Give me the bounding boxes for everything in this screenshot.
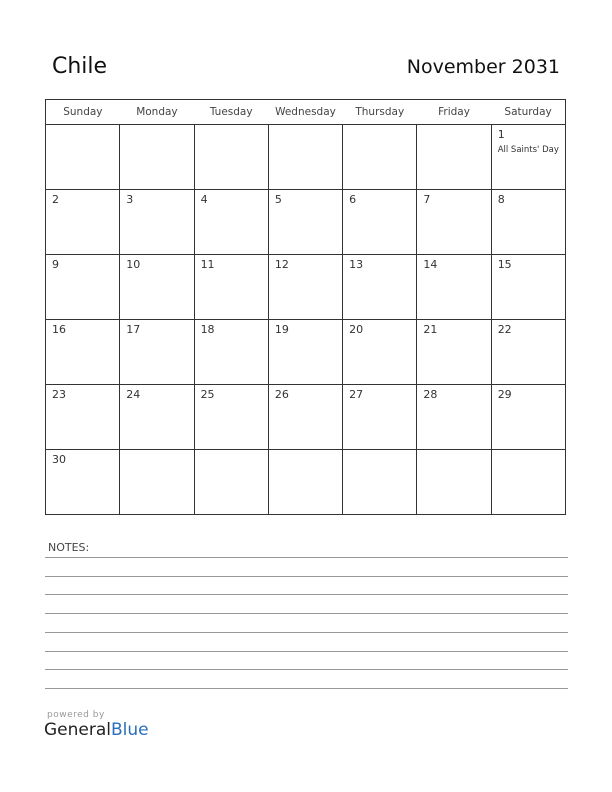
day-cell xyxy=(120,125,194,190)
day-number: 2 xyxy=(52,193,59,206)
day-number: 5 xyxy=(274,193,282,206)
day-number: 21 xyxy=(423,323,438,336)
day-number: 15 xyxy=(497,258,512,271)
day-cell xyxy=(343,320,417,385)
day-cell xyxy=(194,320,268,385)
day-number: 24 xyxy=(126,388,141,401)
weekday-header-row xyxy=(46,100,566,125)
note-line xyxy=(45,632,568,633)
day-cell xyxy=(194,255,268,320)
weekday-header: Monday xyxy=(120,100,194,125)
day-cell xyxy=(194,450,268,515)
note-line xyxy=(45,651,568,652)
day-number xyxy=(195,125,268,128)
day-cell xyxy=(46,320,120,385)
day-number xyxy=(492,450,565,453)
day-cell xyxy=(491,385,565,450)
brand-general: General xyxy=(44,720,111,740)
note-line xyxy=(45,613,568,614)
day-cell xyxy=(120,385,194,450)
weekday-header: Thursday xyxy=(343,100,417,125)
day-cell xyxy=(194,190,268,255)
day-cell xyxy=(491,125,565,190)
day-cell xyxy=(491,255,565,320)
country-title: Chile xyxy=(52,54,108,79)
day-number xyxy=(120,125,193,128)
day-number: 28 xyxy=(423,388,438,401)
day-cell xyxy=(268,450,342,515)
day-number: 23 xyxy=(52,388,66,401)
day-cell xyxy=(46,385,120,450)
day-number: 27 xyxy=(349,388,364,401)
brand-blue: Blue xyxy=(111,720,149,740)
day-cell xyxy=(343,385,417,450)
day-number: 13 xyxy=(349,258,364,271)
day-number: 8 xyxy=(497,193,505,206)
day-number xyxy=(417,125,490,128)
day-cell xyxy=(120,450,194,515)
day-number: 1 xyxy=(497,128,505,141)
week-row xyxy=(46,125,566,190)
day-number: 16 xyxy=(52,323,66,336)
day-cell xyxy=(417,190,491,255)
week-row xyxy=(46,255,566,320)
day-cell xyxy=(268,320,342,385)
day-cell xyxy=(120,255,194,320)
day-cell xyxy=(268,255,342,320)
day-number xyxy=(46,125,119,128)
week-row xyxy=(46,320,566,385)
day-number: 11 xyxy=(200,258,215,271)
day-cell xyxy=(417,320,491,385)
note-line xyxy=(45,688,568,689)
day-number xyxy=(343,125,416,128)
notes-label: NOTES: xyxy=(48,541,90,554)
note-line xyxy=(45,576,568,577)
week-row xyxy=(46,385,566,450)
weekday-header: Saturday xyxy=(491,100,565,125)
day-cell xyxy=(268,190,342,255)
day-number: 17 xyxy=(126,323,141,336)
day-number: 30 xyxy=(52,453,66,466)
note-line xyxy=(45,557,568,558)
day-number: 4 xyxy=(200,193,208,206)
day-cell xyxy=(417,450,491,515)
day-cell xyxy=(194,385,268,450)
day-number xyxy=(269,450,342,453)
note-line xyxy=(45,669,568,670)
day-cell xyxy=(120,190,194,255)
day-number: 25 xyxy=(200,388,215,401)
day-number: 18 xyxy=(200,323,215,336)
day-number: 19 xyxy=(274,323,289,336)
month-year-title: November 2031 xyxy=(406,56,560,78)
day-cell xyxy=(491,190,565,255)
day-cell xyxy=(343,450,417,515)
day-number: 26 xyxy=(274,388,289,401)
day-cell xyxy=(268,125,342,190)
note-line xyxy=(45,594,568,595)
day-cell xyxy=(343,125,417,190)
day-number: 29 xyxy=(497,388,512,401)
week-row xyxy=(46,450,566,515)
weekday-header: Wednesday xyxy=(268,100,342,125)
day-number: 22 xyxy=(497,323,512,336)
day-number: 9 xyxy=(52,258,59,271)
day-cell xyxy=(491,320,565,385)
day-cell xyxy=(268,385,342,450)
day-number xyxy=(417,450,490,453)
day-cell xyxy=(417,125,491,190)
day-cell xyxy=(417,255,491,320)
day-number: 6 xyxy=(349,193,357,206)
calendar-grid xyxy=(45,99,566,515)
day-number xyxy=(120,450,193,453)
weekday-header: Friday xyxy=(417,100,491,125)
day-number: 7 xyxy=(423,193,431,206)
day-cell xyxy=(194,125,268,190)
day-number: 20 xyxy=(349,323,364,336)
weekday-header: Tuesday xyxy=(194,100,268,125)
weekday-header: Sunday xyxy=(46,100,120,125)
day-cell xyxy=(343,190,417,255)
powered-by-text: powered by xyxy=(47,710,105,720)
day-cell xyxy=(343,255,417,320)
day-number xyxy=(269,125,342,128)
day-cell xyxy=(46,450,120,515)
day-cell xyxy=(120,320,194,385)
day-cell xyxy=(46,125,120,190)
day-number: 14 xyxy=(423,258,438,271)
day-number xyxy=(343,450,416,453)
day-number xyxy=(195,450,268,453)
day-number: 3 xyxy=(126,193,134,206)
week-row xyxy=(46,190,566,255)
day-number: 12 xyxy=(274,258,289,271)
day-cell xyxy=(46,190,120,255)
day-cell xyxy=(417,385,491,450)
day-cell xyxy=(46,255,120,320)
day-cell xyxy=(491,450,565,515)
brand-logo xyxy=(44,720,149,740)
day-number: 10 xyxy=(126,258,141,271)
holiday-label: All Saints' Day xyxy=(497,145,559,155)
